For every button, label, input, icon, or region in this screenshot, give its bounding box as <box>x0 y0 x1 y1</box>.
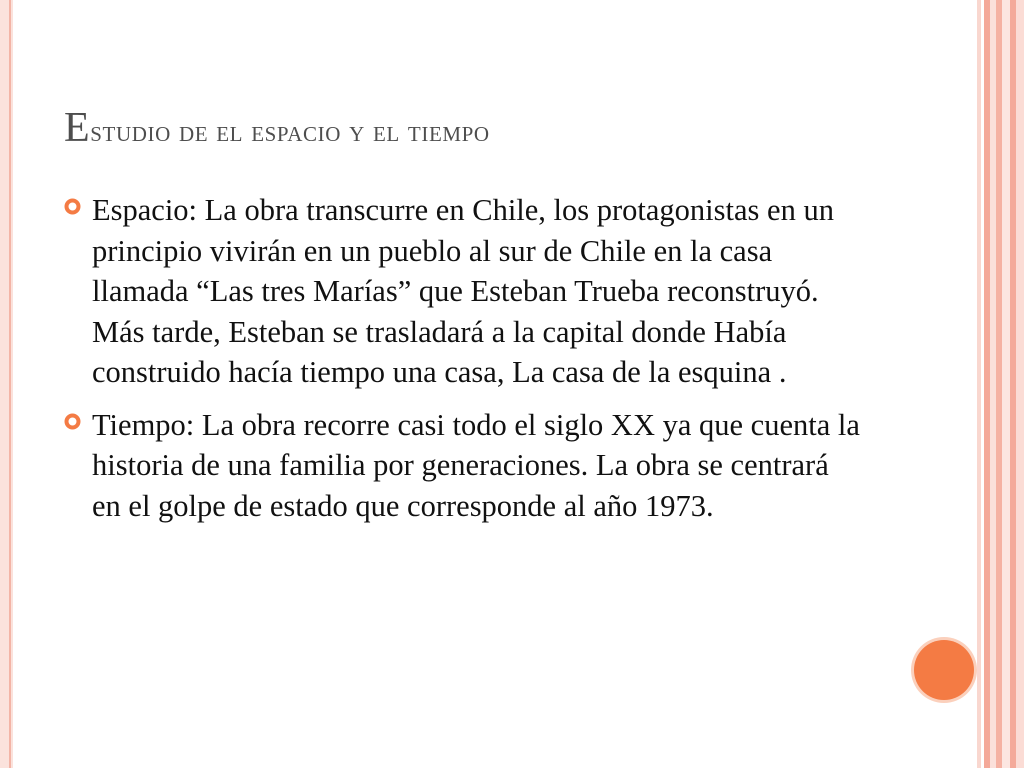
bullet-text: Tiempo: La obra recorre casi todo el siglo XX ya que cuenta la historia de una familia por generaciones. La obra se centrará en el golpe de estado que corresponde al año 1973. <box>92 407 860 523</box>
slide-title-rest: studio de el espacio y el tiempo <box>90 115 490 148</box>
bullet-text: Espacio: La obra transcurre en Chile, los protagonistas en un principio vivirán en un pueblo al sur de Chile en la casa llamada “Las tres Marías” que Esteban Trueba reconstruyó. Más tarde, Esteban se trasladará a la capital donde Había construido hacía tiempo una casa, La casa de la esquina . <box>92 193 834 389</box>
bullet-item-espacio <box>64 190 864 393</box>
left-border-line <box>9 0 11 768</box>
decorative-orange-circle <box>914 640 974 700</box>
bullet-item-tiempo <box>64 405 864 527</box>
left-border-strip <box>0 0 13 768</box>
orange-ring-bullet-icon <box>64 198 81 215</box>
right-border-stripe <box>977 0 981 768</box>
right-border-stripe <box>1016 0 1024 768</box>
right-border-stripe <box>1002 0 1010 768</box>
bullet-list <box>64 190 864 538</box>
slide-title <box>64 104 490 152</box>
orange-ring-bullet-icon <box>64 413 81 430</box>
slide-title-initial: E <box>64 105 91 151</box>
